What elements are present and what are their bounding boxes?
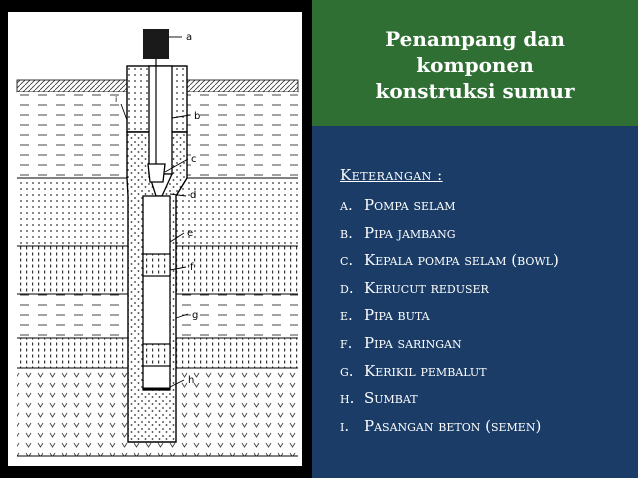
- label-c: c: [191, 154, 197, 165]
- title-box: [312, 0, 638, 126]
- legend-list: [340, 196, 559, 444]
- title-line-1: Penampang dan: [385, 27, 565, 51]
- label-d: d: [190, 190, 197, 201]
- screen-pipe-1: [143, 254, 170, 276]
- well-cross-section-diagram: [0, 0, 312, 478]
- screen-pipe-2: [143, 344, 170, 366]
- label-g: g: [192, 310, 199, 321]
- legend-item-g: g. Kerikil pembalut: [340, 361, 487, 380]
- title-line-2: komponen: [416, 53, 534, 77]
- legend-item-d: d. Kerucut reduser: [340, 278, 489, 297]
- legend-item-f: f. Pipa saringan: [340, 333, 462, 352]
- legend-item-e: e. Pipa buta: [340, 306, 430, 325]
- legend-panel: [312, 126, 638, 478]
- legend-item-h: h. Sumbat: [340, 389, 418, 408]
- label-a: a: [186, 32, 193, 43]
- standpipe: [149, 66, 172, 174]
- title-line-3: konstruksi sumur: [375, 79, 575, 103]
- label-b: b: [194, 111, 201, 122]
- legend-heading: Keterangan :: [340, 166, 443, 184]
- legend-item-b: b. Pipa jambang: [340, 223, 456, 242]
- diagram-panel: [0, 0, 312, 478]
- pump-bowl: [148, 164, 165, 182]
- label-e: e: [187, 228, 194, 239]
- label-h: h: [188, 375, 195, 386]
- legend-item-i: i. Pasangan beton (semen): [340, 416, 542, 435]
- legend-item-c: c. Kepala pompa selam (bowl): [340, 251, 559, 270]
- submersible-pump: [143, 29, 169, 59]
- label-f: f: [190, 262, 194, 273]
- legend-item-a: a. Pompa selam: [340, 196, 456, 214]
- label-i: i: [115, 95, 118, 104]
